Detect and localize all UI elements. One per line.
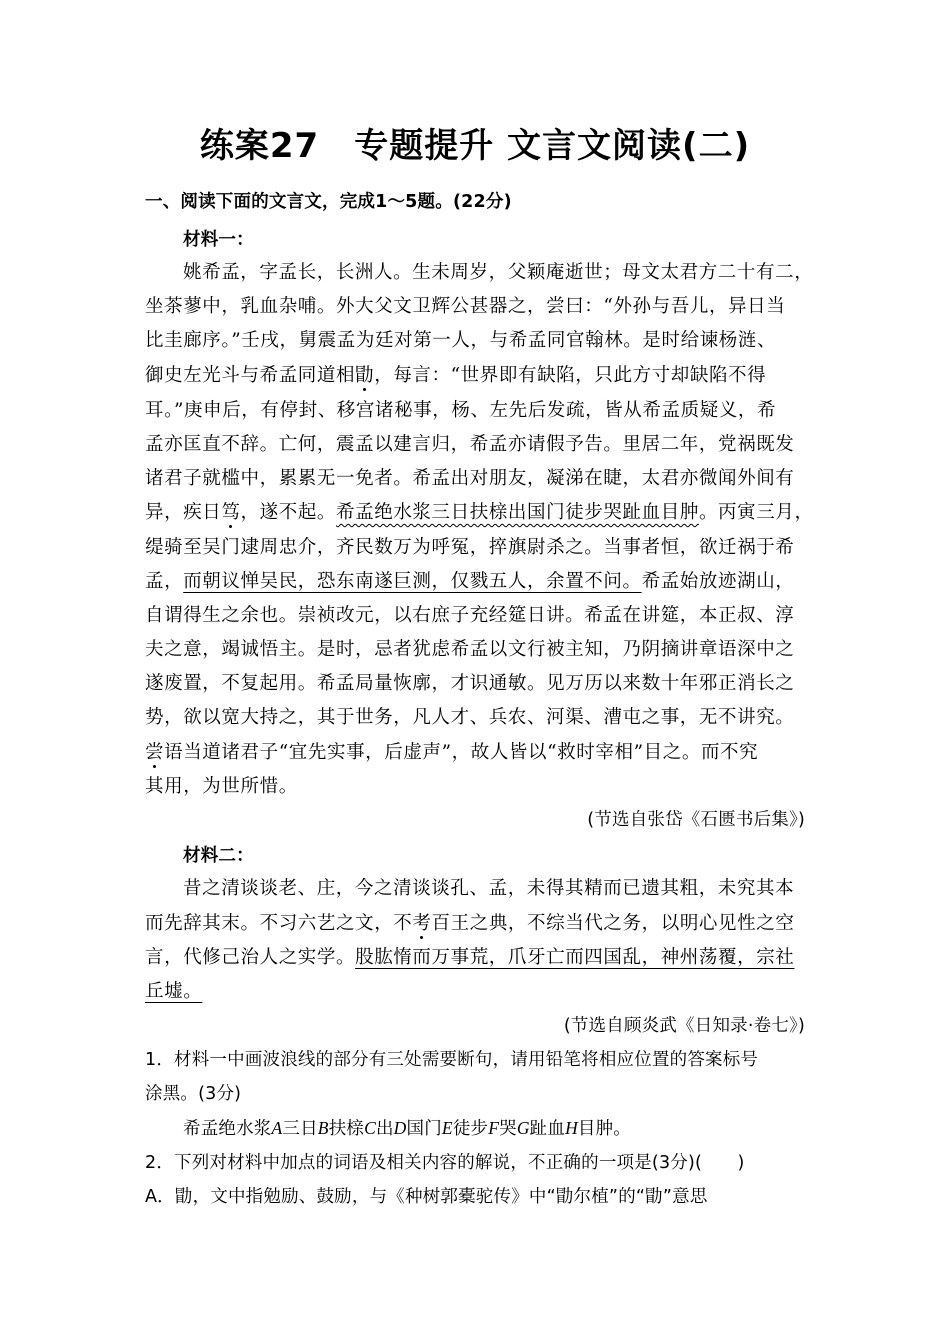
material-1-line [145,361,815,387]
material-1-label: 材料一： [183,230,254,250]
material-1-line: 自谓得生之余也。崇祯改元，以右庶子充经筵日讲。希孟在讲筵，本正叔、淳 [145,605,795,626]
text-span: 异，疾日 [145,502,222,523]
material-1-line: 比圭廊序。”壬戌，舅震孟为廷对第一人，与希孟同官翰林。是时给谏杨涟、 [145,330,777,351]
answer-mark-option[interactable]: D [393,1118,407,1138]
answer-mark-option[interactable]: C [364,1118,376,1138]
material-2-line [145,909,815,935]
material-1-line: 耳。”庚申后，有停封、移宫诸秘事，杨、左先后发疏，皆从希孟质疑义，希 [145,400,777,421]
answer-mark-option[interactable]: B [317,1118,329,1138]
material-1-line: 姚希孟，字孟长，长洲人。生未周岁，父颖庵逝世；母文太君方二十有二， [183,262,814,283]
material-1-line: 坐茶蓼中，乳血杂哺。外大父文卫辉公甚器之，尝曰：“外孙与吾儿，异日当 [145,296,786,317]
material-1-line: 缇骑至吴门逮周忠介，齐民数万为呼冤，捽旗尉杀之。当事者恒，欲迁祸于希 [145,537,795,558]
answer-segment: 希孟绝水浆 [183,1119,272,1139]
answer-segment: 目肿。 [577,1119,632,1139]
material-2-label: 材料二： [183,846,254,866]
answer-mark-option[interactable]: G [516,1118,530,1138]
question-1-stem: 涂黑。(3分) [145,1084,242,1104]
material-2-line [145,977,815,1003]
material-1-line [145,567,815,593]
answer-segment: 出 [375,1119,394,1139]
underlined-sentence: 股肱惰而万事荒，爪牙亡而四国乱，神州荡覆，宗社 [355,947,795,968]
text-span: 。丙寅三月， [698,502,814,523]
material-2-line: 昔之清谈谈老、庄，今之清谈谈孔、孟，未得其精而已遗其粗，未究其本 [183,878,795,899]
wavy-underlined-sentence: 希孟绝水浆三日扶榇出国门徒步哭趾血目肿 [336,502,699,523]
dotted-word: 考 [412,913,432,934]
material-1-line: 诸君子就槛中，累累无一免者。希孟出对朋友，凝涕在睫，太君亦微闻外间有 [145,468,795,489]
answer-mark-option[interactable]: E [441,1118,453,1138]
text-span: 孟， [145,571,184,592]
text-span: 言，代修己治人之实学。 [145,947,356,968]
question-2-option-a[interactable]: A．勖，文中指勉励、鼓励，与《种树郭橐驼传》中“勖尔植”的“勖”意思 [145,1187,708,1207]
material-1-line [145,738,815,764]
answer-mark-option[interactable]: A [271,1118,283,1138]
material-1-line: 其用，为世所惜。 [145,776,298,797]
dotted-word: 尝 [145,742,165,763]
underlined-sentence: 丘墟。 [145,981,203,1002]
question-1-answer-line [183,1115,853,1140]
answer-segment: 趾血 [529,1119,566,1139]
text-span: 百王之典，不综当代之务，以明心见性之空 [431,913,795,934]
answer-mark-option[interactable]: H [565,1118,578,1138]
text-span: 御史左光斗与希孟同道相 [145,365,356,386]
material-1-line: 夫之意，竭诚悟主。是时，忌者犹虑希孟以文行被主知，乃阴摘讲章语深中之 [145,639,795,660]
material-1-source: (节选自张岱《石匮书后集》) [587,810,805,830]
answer-segment: 国门 [406,1119,442,1139]
text-span: 语当道诸君子“宜先实事，后虚声”，故人皆以“救时宰相”目之。而不究 [164,742,759,763]
material-2-line [145,943,815,969]
answer-segment: 三日 [282,1119,318,1139]
material-1-line: 孟亦匡直不辞。亡何，震孟以建言归，希孟亦请假予告。里居二年，党祸既发 [145,434,795,455]
answer-segment: 扶榇 [328,1119,365,1139]
material-2-source: (节选自顾炎武《日知录·卷七》) [563,1016,805,1036]
answer-segment: 徒步 [452,1119,489,1139]
dotted-word: 勖 [355,365,375,386]
material-1-line [145,498,815,524]
dotted-word: 笃 [221,502,241,523]
answer-segment: 哭 [499,1119,517,1139]
material-1-line: 遂废置，不复起用。希孟局量恢廓，才识通敏。见万历以来数十年邪正消长之 [145,673,795,694]
question-1-stem: 1．材料一中画波浪线的部分有三处需要断句，请用铅笔将相应位置的答案标号 [145,1050,759,1070]
text-span: ，每言：“世界即有缺陷，只此方寸却缺陷不得 [374,365,767,386]
text-span: 而先辞其末。不习六艺之文，不 [145,913,413,934]
section-instruction: 一、阅读下面的文言文，完成1～5题。(22分) [145,192,512,212]
underlined-sentence: 而朝议惮吴民，恐东南遂巨测，仅戮五人，余置不问。 [183,571,642,592]
text-span: ，遂不起。 [240,502,337,523]
question-2-stem: 2．下列对材料中加点的词语及相关内容的解说，不正确的一项是(3分)( ) [145,1153,745,1173]
page-title: 练案27 专题提升 文言文阅读(二) [199,126,751,166]
answer-mark-option[interactable]: F [488,1118,500,1138]
material-1-line: 势，欲以宽大持之，其于世务，凡人才、兵农、河渠、漕屯之事，无不讲究。 [145,707,795,728]
text-span: 希孟始放迹湖山， [641,571,795,592]
